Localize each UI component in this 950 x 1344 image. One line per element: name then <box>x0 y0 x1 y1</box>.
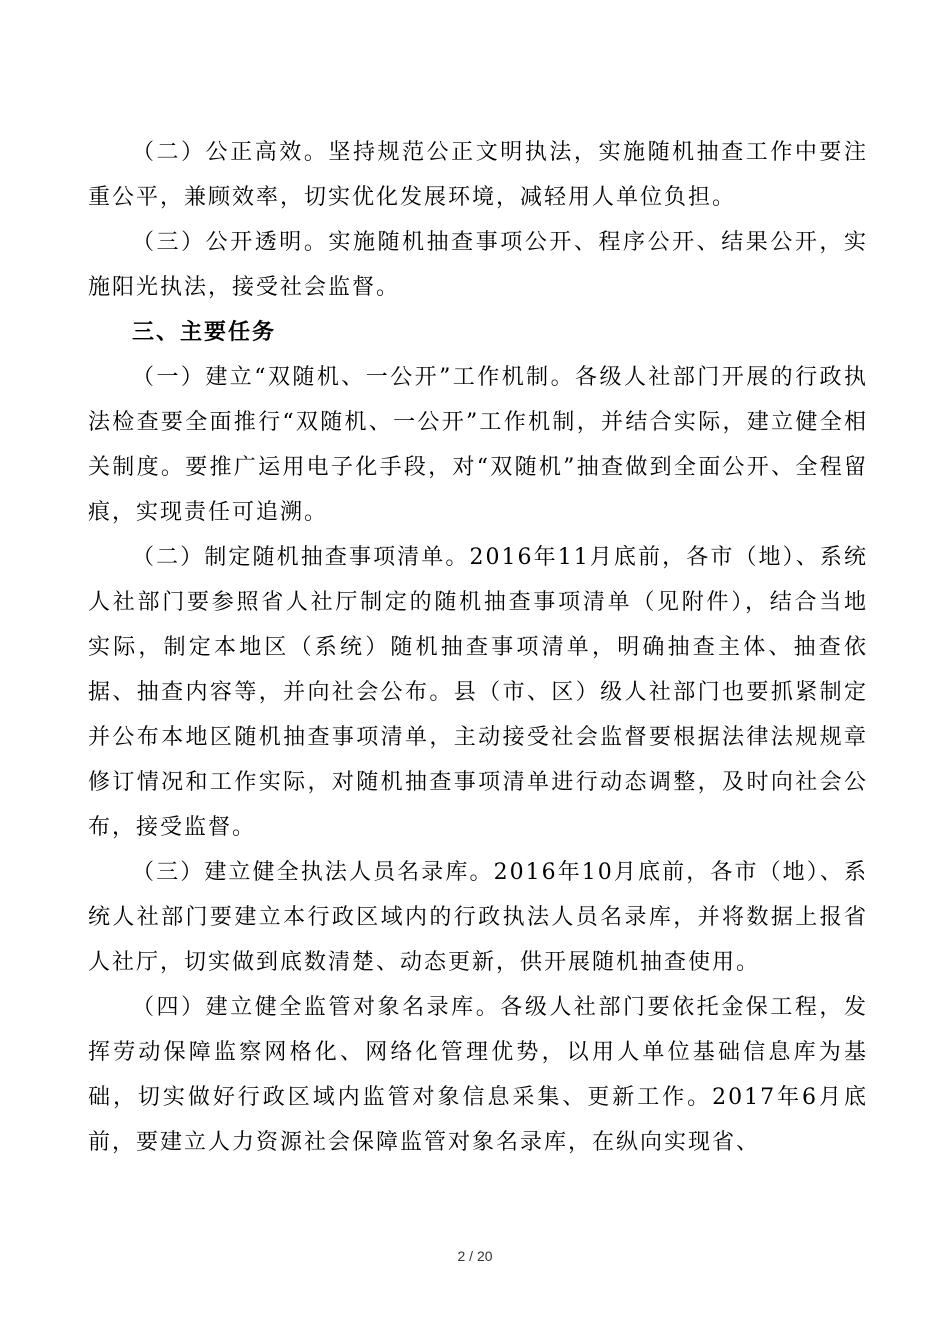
paragraph-fairness: （二）公正高效。坚持规范公正文明执法，实施随机抽查工作中要注重公平，兼顾效率，切实优化发展环境，减轻用人单位负担。 <box>88 140 868 210</box>
paragraph-inspection-list: （二）制定随机抽查事项清单。2016年11月底前，各市（地）、系统人社部门要参照省人社厅制定的随机抽查事项清单（见附件），结合当地实际，制定本地区（系统）随机抽查事项清单，明确抽查主体、抽查依据、抽查内容等，并向社会公布。县（市、区）级人社部门也要抓紧制定并公布本地区随机抽查事项清单，主动接受社会监督要根据法律法规规章修订情况和工作实际，对随机抽查事项清单进行动态调整，及时向社会公布，接受监督。 <box>88 545 868 840</box>
paragraph-staff-directory: （三）建立健全执法人员名录库。2016年10月底前，各市（地）、系统人社部门要建立本行政区域内的行政执法人员名录库，并将数据上报省人社厅，切实做到底数清楚、动态更新，供开展随机抽查使用。 <box>88 860 868 975</box>
page-number: 2 / 20 <box>457 1248 493 1264</box>
paragraph-target-directory: （四）建立健全监管对象名录库。各级人社部门要依托金保工程，发挥劳动保障监察网格化、网络化管理优势，以用人单位基础信息库为基础，切实做好行政区域内监管对象信息采集、更新工作。2017年6月底前，要建立人力资源社会保障监管对象名录库，在纵向实现省、 <box>88 995 868 1155</box>
document-body <box>88 130 868 1165</box>
paragraph-work-mechanism: （一）建立“双随机、一公开”工作机制。各级人社部门开展的行政执法检查要全面推行“双随机、一公开”工作机制，并结合实际，建立健全相关制度。要推广运用电子化手段，对“双随机”抽查做到全面公开、全程留痕，实现责任可追溯。 <box>88 365 868 525</box>
section-heading-main-tasks: 三、主要任务 <box>132 320 277 345</box>
paragraph-transparency: （三）公开透明。实施随机抽查事项公开、程序公开、结果公开，实施阳光执法，接受社会监督。 <box>88 230 868 300</box>
